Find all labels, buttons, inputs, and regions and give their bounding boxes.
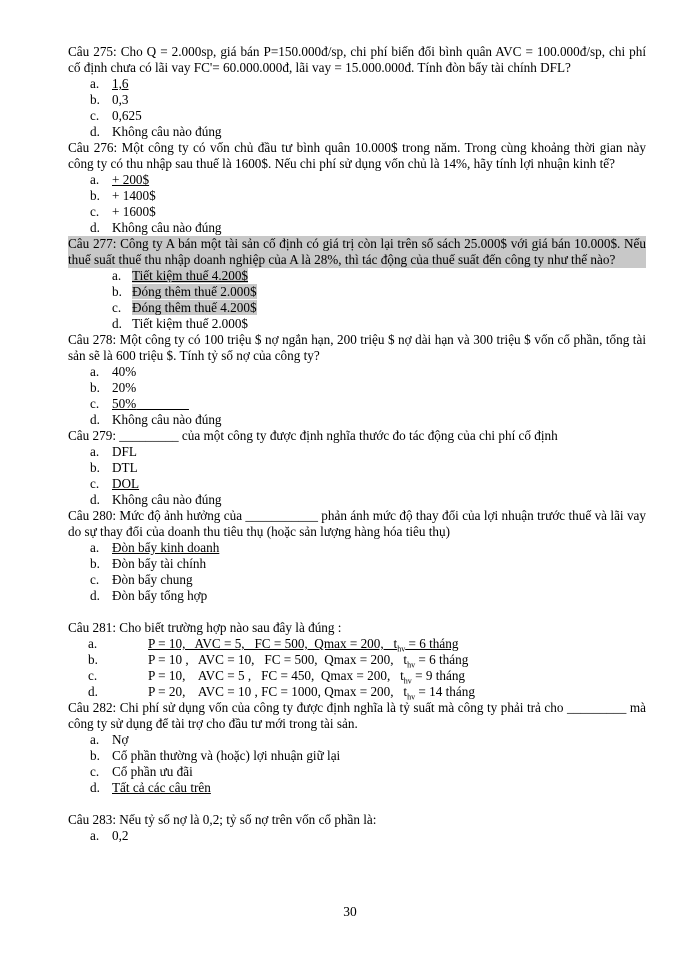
option-275-b: b. 0,3: [90, 92, 129, 107]
option-282-d: d. Tất cả các câu trên: [90, 780, 211, 795]
question-283: Câu 283: Nếu tỷ số nợ là 0,2; tỷ số nợ trên vốn cổ phần là:: [68, 812, 377, 827]
option-276-b: b. + 1400$: [90, 188, 156, 203]
option-276-d: d. Không câu nào đúng: [90, 220, 222, 235]
option-280-c: c. Đòn bẩy chung: [90, 572, 193, 587]
options-279: [68, 444, 646, 508]
option-278-c: c. 50%: [90, 396, 137, 411]
question-281: Câu 281: Cho biết trường hợp nào sau đây là đúng :: [68, 620, 342, 635]
option-281-d: d. P = 20, AVC = 10 , FC = 1000, Qmax = 200, $t_{hv} = 14$ tháng: [88, 684, 475, 702]
question-278: Câu 278: Một công ty có 100 triệu $ nợ ngắn hạn, 200 triệu $ nợ dài hạn và 300 triệu $ vốn cổ phần, tổng tài sản sẽ là 600 triệu $. Tính tỷ số nợ của công ty?: [68, 332, 646, 363]
option-282-b: b. Cổ phần thường và (hoặc) lợi nhuận giữ lại: [90, 748, 341, 763]
question-275: Câu 275: Cho Q = 2.000sp, giá bán P=150.000đ/sp, chi phí biến đổi bình quân AVC = 100.000đ/sp, chi phí cố định chưa có lãi vay FC'= 60.000.000đ, lãi vay = 15.000.000đ. Tính đòn bẩy tài chính DFL?: [68, 44, 646, 75]
options-278: [68, 364, 646, 428]
document-page: [68, 44, 646, 844]
page-number: 30: [343, 904, 357, 919]
option-278-d: d. Không câu nào đúng: [90, 412, 222, 427]
option-278-a: a. 40%: [90, 364, 137, 379]
option-280-a: a. Đòn bẩy kinh doanh: [90, 540, 220, 555]
option-279-d: d. Không câu nào đúng: [90, 492, 222, 507]
option-275-d: d. Không câu nào đúng: [90, 124, 222, 139]
option-276-a: a. + 200$: [90, 172, 150, 187]
question-277: Câu 277: Công ty A bán một tài sản cố định có giá trị còn lại trên sổ sách 25.000$ với giá bán 10.000$. Nếu thuế suất thuế thu nhập doanh nghiệp của A là 28%, thì tác động của thuế suất đến công ty như thế nào?: [68, 236, 646, 267]
options-275: [68, 76, 646, 140]
options-281: [68, 636, 475, 700]
option-282-a: a. Nợ: [90, 732, 129, 747]
options-283: [68, 828, 646, 844]
option-283-a: a. 0,2: [90, 828, 129, 843]
option-277-d: d. Tiết kiệm thuế 2.000$: [112, 316, 249, 331]
option-281-c: c. P = 10, AVC = 5 , FC = 450, Qmax = 200, $t_{hv} = 9$ tháng: [88, 668, 466, 686]
option-278-b: b. 20%: [90, 380, 137, 395]
option-281-b: b. P = 10 , AVC = 10, FC = 500, Qmax = 200, $t_{hv} = 6$ tháng: [88, 652, 469, 670]
option-279-a: a. DFL: [90, 444, 137, 459]
option-277-c: c. Đóng thêm thuế 4.200$: [112, 300, 257, 315]
option-280-d: d. Đòn bẩy tổng hợp: [90, 588, 208, 603]
question-280: Câu 280: Mức độ ảnh hưởng của ___________ phản ánh mức độ thay đổi của lợi nhuận trước thuế và lãi vay do sự thay đổi của doanh thu tiêu thụ (hoặc sản lượng hàng hóa tiêu thụ): [68, 508, 646, 539]
option-277-b: b. Đóng thêm thuế 2.000$: [112, 284, 257, 299]
options-276: [68, 172, 646, 236]
question-279: Câu 279: _________ của một công ty được định nghĩa thước đo tác động của chi phí cố định: [68, 428, 558, 443]
option-277-a: a. Tiết kiệm thuế 4.200$: [112, 268, 249, 283]
question-282: Câu 282: Chi phí sử dụng vốn của công ty được định nghĩa là tỷ suất mà công ty phải trả cho _________ mà công ty sử dụng để tài trợ cho đầu tư mới trong tài sản.: [68, 700, 646, 731]
option-279-b: b. DTL: [90, 460, 138, 475]
question-276: Câu 276: Một công ty có vốn chủ đầu tư bình quân 10.000$ trong năm. Trong cùng khoảng thời gian này công ty có thu nhập sau thuế là 1600$. Nếu chi phí sử dụng vốn chủ là 14%, hãy tính lợi nhuận kinh tế?: [68, 140, 646, 171]
options-280: [68, 540, 646, 604]
option-275-a: a. 1,6: [90, 76, 129, 91]
option-276-c: c. + 1600$: [90, 204, 156, 219]
option-279-c: c. DOL: [90, 476, 140, 491]
options-282: [68, 732, 646, 796]
options-277: [68, 268, 646, 332]
option-281-a: a. P = 10, AVC = 5, FC = 500, Qmax = 200, $t_{hv} = 6$ tháng: [88, 636, 459, 654]
option-280-b: b. Đòn bẩy tài chính: [90, 556, 207, 571]
option-275-c: c. 0,625: [90, 108, 142, 123]
option-282-c: c. Cổ phần ưu đãi: [90, 764, 193, 779]
